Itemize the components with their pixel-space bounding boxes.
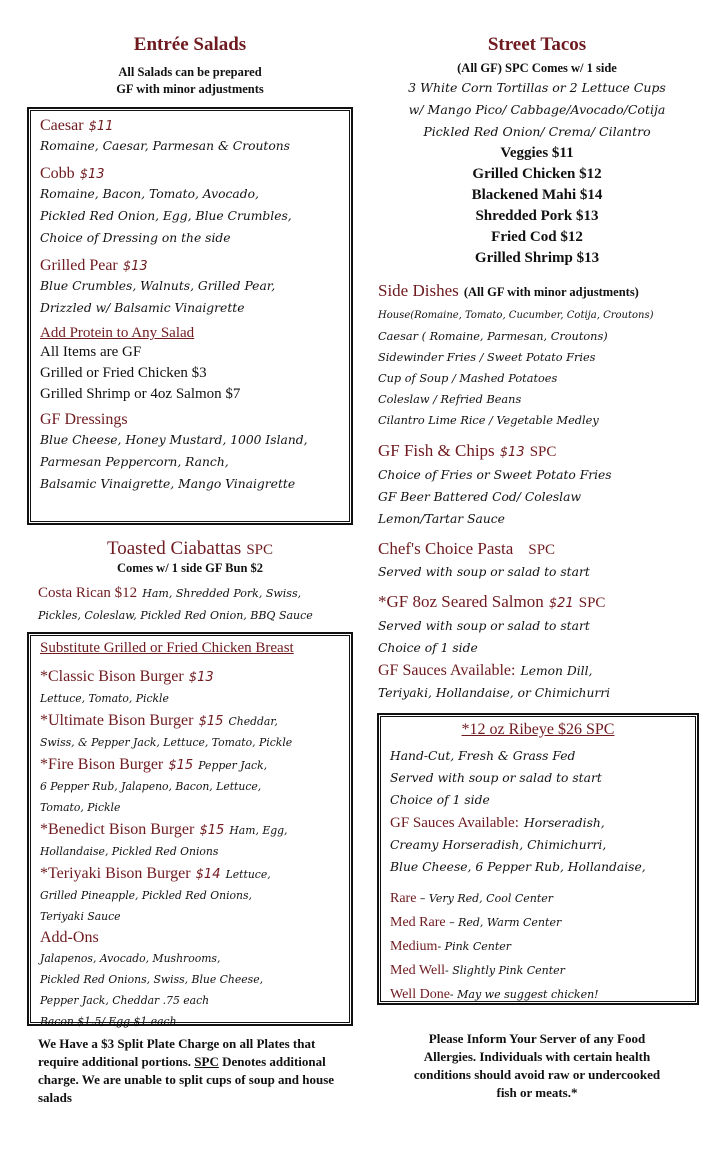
salad-desc: Romaine, Bacon, Tomato, Avocado, Pickled Red Onion, Egg, Blue Crumbles, Choice of Dressing on the side [40, 187, 292, 245]
list-item: Cilantro Lime Rice / Vegetable Medley [378, 414, 599, 427]
tacos-note: (All GF) SPC Comes w/ 1 side [457, 61, 617, 75]
ciabattas-note: Comes w/ 1 side GF Bun $2 [116, 561, 264, 575]
side-dishes-header: Side Dishes (All GF with minor adjustments) [378, 281, 639, 300]
costa-rican-item: Costa Rican $12 Ham, Shredded Pork, Swiss, Pickles, Coleslaw, Pickled Red Onion, BBQ Sauce [38, 585, 313, 622]
list-item: Sidewinder Fries / Sweet Potato Fries [378, 351, 596, 364]
burger-item-fire: *Fire Bison Burger $15 Pepper Jack, 6 Pepper Rub, Jalapeno, Bacon, Lettuce, Tomato, Pickle [40, 756, 268, 814]
substitute-chicken-note: Substitute Grilled or Fried Chicken Breast [40, 640, 294, 656]
salads-note: All Salads can be prepared GF with minor adjustments [116, 65, 264, 96]
list-item: Well Done- May we suggest chicken! [390, 987, 599, 1002]
addons-block: Add-Ons Jalapenos, Avocado, Mushrooms, Pickled Red Onions, Swiss, Blue Cheese, Pepper Jack, Cheddar .75 each Bacon $1.5/ Egg $1 each [40, 927, 340, 1032]
list-item: Cup of Soup / Mashed Potatoes [378, 372, 558, 385]
list-item: Med Rare – Red, Warm Center [390, 915, 562, 930]
list-item: Shredded Pork $13 [475, 208, 599, 224]
side-dishes-title: Side Dishes [378, 281, 459, 300]
list-item: Fried Cod $12 [491, 229, 583, 245]
burger-item-ultimate: *Ultimate Bison Burger $15 Cheddar, Swiss, & Pepper Jack, Lettuce, Tomato, Pickle [40, 712, 293, 749]
burger-item-classic: *Classic Bison Burger $13 Lettuce, Tomato, Pickle [40, 668, 214, 705]
addons-title: Add-Ons [40, 929, 99, 946]
salad-item-caesar: Caesar $11 Romaine, Caesar, Parmesan & Croutons [40, 115, 340, 157]
tacos-list [378, 143, 696, 269]
list-item: Medium- Pink Center [390, 939, 512, 954]
ciabattas-title: Toasted Ciabattas [106, 538, 242, 559]
pasta-block: Chef's Choice Pasta SPC Served with soup or salad to start [378, 539, 590, 579]
side-dishes-list [378, 305, 696, 431]
salads-box [28, 108, 352, 524]
protein-lines: All Items are GF Grilled or Fried Chicken $3 Grilled Shrimp or 4oz Salmon $7 [40, 344, 241, 402]
temperature-list [390, 886, 686, 1006]
add-protein-block [40, 325, 340, 405]
salad-desc: Romaine, Caesar, Parmesan & Croutons [40, 139, 290, 153]
left-column [28, 34, 352, 1107]
list-item: Veggies $11 [500, 145, 574, 161]
ciabattas-header: Toasted Ciabattas SPC [106, 538, 274, 559]
split-plate-note: We Have a $3 Split Plate Charge on all Plates that require additional portions. SPC Denotes additional charge. We are unable to split cups of soup and house salads [38, 1036, 335, 1105]
salad-item-cobb: Cobb $13 Romaine, Bacon, Tomato, Avocado, Pickled Red Onion, Egg, Blue Crumbles, Choice of Dressing on the side [40, 163, 340, 249]
salad-item-grilled-pear: Grilled Pear $13 Blue Crumbles, Walnuts, Grilled Pear, Drizzled w/ Balsamic Vinaigrette [40, 255, 340, 319]
gf-dressings-block: GF Dressings Blue Cheese, Honey Mustard, 1000 Island, Parmesan Peppercorn, Ranch, Balsamic Vinaigrette, Mango Vinaigrette [40, 411, 340, 495]
list-item: Grilled Chicken $12 [472, 166, 602, 182]
tacos-desc: 3 White Corn Tortillas or 2 Lettuce Cups w/ Mango Pico/ Cabbage/Avocado/Cotija Pickled Red Onion/ Crema/ Cilantro [408, 80, 666, 139]
list-item: Med Well- Slightly Pink Center [390, 963, 565, 978]
street-tacos-title: Street Tacos [487, 34, 587, 55]
salmon-block: *GF 8oz Seared Salmon $21 SPC Served with soup or salad to start Choice of 1 side GF Sauces Available: Lemon Dill, Teriyaki, Hollandaise, or Chimichurri [378, 592, 611, 700]
add-protein-title: Add Protein to Any Salad [40, 325, 195, 341]
list-item: Coleslaw / Refried Beans [378, 393, 522, 406]
burger-item-teriyaki: *Teriyaki Bison Burger $14 Lettuce, Grilled Pineapple, Pickled Red Onions, Teriyaki Sauce [40, 865, 271, 923]
list-item: Grilled Shrimp $13 [474, 250, 600, 266]
right-column [378, 34, 696, 1102]
burgers-box [28, 633, 352, 1028]
fish-chips-block: GF Fish & Chips $13 SPC Choice of Fries or Sweet Potato Fries GF Beer Battered Cod/ Coleslaw Lemon/Tartar Sauce [378, 441, 612, 526]
gf-dressings-title: GF Dressings [40, 411, 128, 428]
entree-salads-title: Entrée Salads [133, 34, 247, 55]
salad-desc: Blue Crumbles, Walnuts, Grilled Pear, Drizzled w/ Balsamic Vinaigrette [40, 279, 276, 315]
allergy-note: Please Inform Your Server of any Food Allergies. Individuals with certain health conditions should avoid raw or undercooked fish or meats.* [413, 1031, 661, 1100]
burger-item-benedict: *Benedict Bison Burger $15 Ham, Egg, Hollandaise, Pickled Red Onions [40, 821, 288, 858]
list-item: Rare – Very Red, Cool Center [390, 891, 554, 906]
list-item: House(Romaine, Tomato, Cucumber, Cotija, Croutons) [378, 310, 654, 321]
list-item: Blackened Mahi $14 [471, 187, 603, 203]
ribeye-title: *12 oz Ribeye $26 SPC [461, 721, 615, 738]
list-item: Caesar ( Romaine, Parmesan, Croutons) [378, 330, 608, 343]
ribeye-box: *12 oz Ribeye $26 SPC Hand-Cut, Fresh & Grass Fed Served with soup or salad to start Choice of 1 side GF Sauces Available: Horseradish, Creamy Horseradish, Chimichurri, Blue Cheese, 6 Pepper Rub, Hollandaise, Rare – Very Red, Cool Center Med Rare – Red, Warm Center Medium- Pink Center Med Well- Slightly Pink Center Well Done- May we suggest chicken! [378, 714, 698, 1004]
